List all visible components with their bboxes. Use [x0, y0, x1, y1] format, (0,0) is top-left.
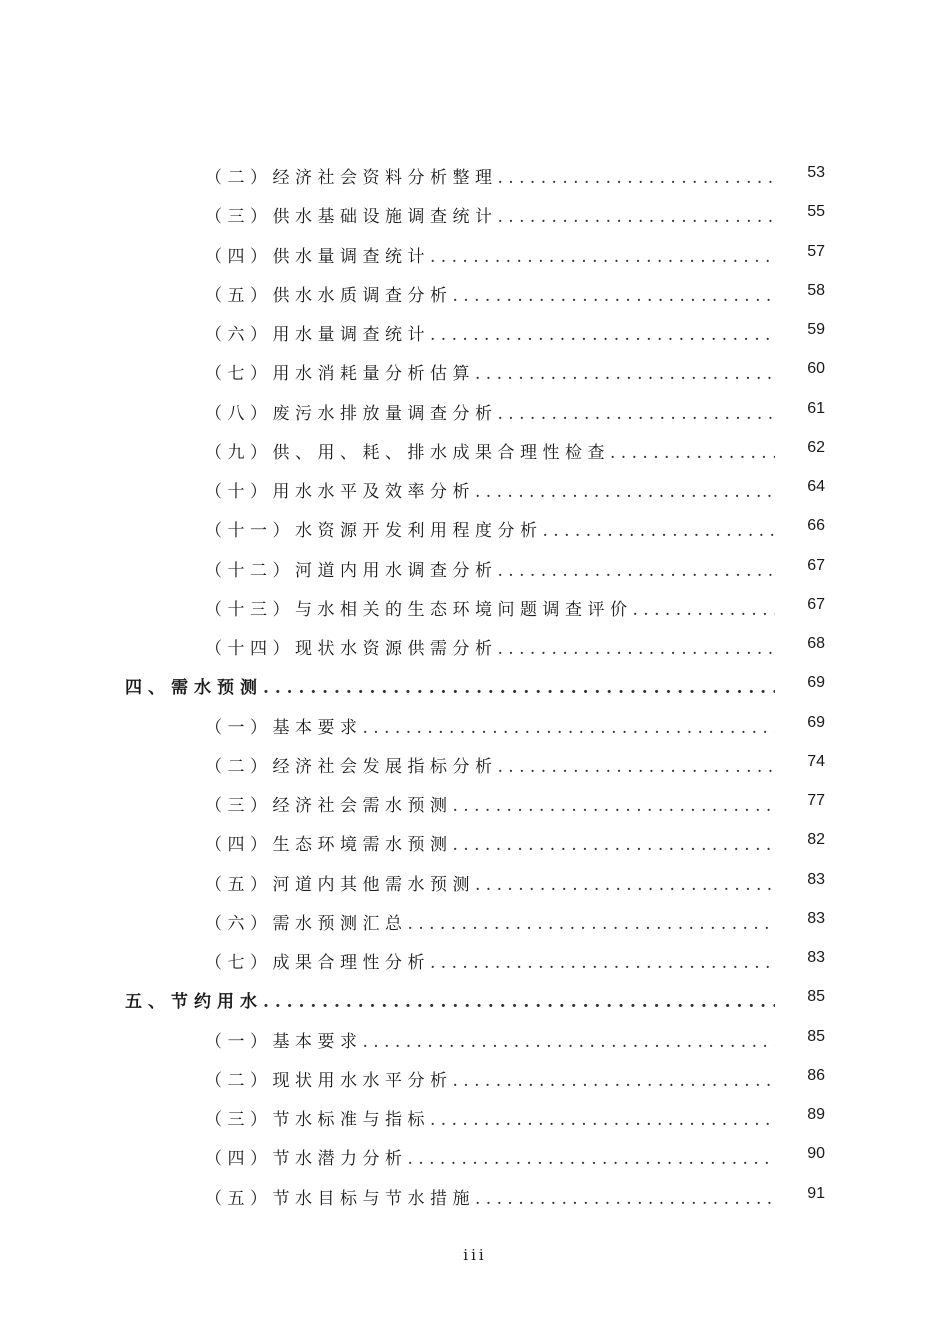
toc-entry[interactable]	[0, 704, 950, 743]
dot-leader	[363, 1032, 776, 1052]
toc-entry-title: （五）节水目标与节水措施	[205, 1188, 475, 1209]
toc-entry-title: （二）现状用水水平分析	[205, 1070, 453, 1091]
toc-page-number: 83	[807, 949, 825, 966]
table-of-contents	[0, 154, 950, 1214]
toc-entry-title: （二）经济社会资料分析整理	[205, 168, 498, 188]
toc-entry[interactable]	[0, 1096, 950, 1135]
toc-entry-title: （十）用水水平及效率分析	[205, 482, 475, 502]
toc-page-number: 55	[807, 203, 825, 221]
toc-page-number: 77	[807, 792, 825, 809]
toc-entry[interactable]	[0, 311, 950, 350]
toc-page-number: 67	[807, 595, 825, 613]
toc-entry[interactable]	[0, 507, 950, 546]
toc-entry[interactable]	[0, 1057, 950, 1096]
toc-entry[interactable]	[0, 900, 950, 939]
dot-leader	[408, 1149, 776, 1169]
toc-entry[interactable]	[0, 821, 950, 860]
dot-leader	[475, 875, 775, 895]
toc-chapter-entry[interactable]	[0, 978, 950, 1017]
dot-leader	[498, 404, 776, 424]
toc-entry[interactable]	[0, 429, 950, 468]
dot-leader	[543, 521, 776, 541]
page-footer-number: iii	[463, 1246, 487, 1264]
toc-entry-title: （一）基本要求	[205, 717, 363, 738]
toc-entry-title: （十三）与水相关的生态环境问题调查评价	[205, 599, 633, 620]
toc-page-number: 69	[807, 674, 825, 692]
dot-leader	[263, 992, 775, 1012]
toc-page-number: 85	[807, 1027, 825, 1045]
toc-entry[interactable]	[0, 468, 950, 507]
toc-page-number: 86	[807, 1066, 825, 1084]
dot-leader	[498, 207, 776, 227]
dot-leader	[263, 678, 775, 698]
toc-entry[interactable]	[0, 782, 950, 821]
toc-page-number: 83	[807, 870, 825, 888]
toc-entry[interactable]	[0, 1135, 950, 1174]
toc-entry-title: （九）供、用、耗、排水成果合理性检查	[205, 442, 610, 463]
toc-page-number: 90	[807, 1145, 825, 1163]
toc-entry-title: （三）供水基础设施调查统计	[205, 207, 498, 228]
dot-leader	[453, 1071, 776, 1091]
toc-page-number: 62	[807, 438, 825, 456]
toc-entry-title: （四）生态环境需水预测	[205, 835, 453, 856]
dot-leader	[430, 247, 775, 267]
toc-page-number: 58	[807, 281, 825, 299]
dot-leader	[453, 796, 776, 816]
dot-leader	[430, 953, 775, 973]
toc-page-number: 68	[807, 635, 825, 652]
toc-entry[interactable]	[0, 586, 950, 625]
dot-leader	[408, 914, 776, 934]
toc-page-number: 91	[807, 1184, 825, 1202]
dot-leader	[498, 168, 776, 188]
toc-page-number: 53	[807, 164, 825, 181]
toc-entry[interactable]	[0, 154, 950, 193]
toc-entry-title: （四）供水量调查统计	[205, 246, 430, 267]
dot-leader	[453, 286, 776, 306]
toc-entry-title: （五）河道内其他需水预测	[205, 874, 475, 895]
toc-entry[interactable]	[0, 625, 950, 664]
toc-chapter-entry[interactable]	[0, 664, 950, 703]
dot-leader	[453, 835, 776, 855]
dot-leader	[430, 1110, 775, 1130]
toc-entry[interactable]	[0, 547, 950, 586]
toc-page-number: 82	[807, 831, 825, 849]
toc-entry[interactable]	[0, 350, 950, 389]
toc-entry[interactable]	[0, 743, 950, 782]
toc-entry-title: （四）节水潜力分析	[205, 1149, 408, 1170]
toc-entry[interactable]	[0, 1018, 950, 1057]
toc-page-number: 60	[807, 360, 825, 378]
dot-leader	[363, 718, 776, 738]
toc-entry[interactable]	[0, 272, 950, 311]
toc-entry-title: （十四）现状水资源供需分析	[205, 639, 498, 659]
dot-leader	[475, 1189, 775, 1209]
dot-leader	[498, 639, 776, 659]
toc-entry-title: （五）供水水质调查分析	[205, 285, 453, 306]
toc-entry-title: （十一）水资源开发利用程度分析	[205, 521, 543, 542]
toc-page-number: 59	[807, 321, 825, 338]
toc-page-number: 69	[807, 713, 825, 731]
toc-entry-title: （八）废污水排放量调查分析	[205, 403, 498, 424]
toc-entry[interactable]	[0, 1175, 950, 1214]
toc-chapter-title: 五、节约用水	[125, 992, 263, 1013]
toc-page-number: 85	[807, 988, 825, 1006]
toc-entry-title: （一）基本要求	[205, 1031, 363, 1052]
toc-entry[interactable]	[0, 233, 950, 272]
dot-leader	[475, 364, 775, 384]
toc-chapter-title: 四、需水预测	[125, 678, 263, 699]
dot-leader	[475, 482, 775, 502]
dot-leader	[498, 561, 776, 581]
toc-page-number: 57	[807, 242, 825, 260]
toc-entry-title: （六）用水量调查统计	[205, 325, 430, 345]
toc-page-number: 61	[807, 399, 825, 417]
toc-entry[interactable]	[0, 939, 950, 978]
toc-page-number: 89	[807, 1106, 825, 1123]
toc-entry-title: （七）成果合理性分析	[205, 953, 430, 973]
toc-entry[interactable]	[0, 390, 950, 429]
dot-leader	[610, 443, 775, 463]
dot-leader	[430, 325, 775, 345]
toc-entry-title: （二）经济社会发展指标分析	[205, 756, 498, 777]
toc-entry-title: （三）节水标准与指标	[205, 1110, 430, 1130]
toc-page-number: 66	[807, 517, 825, 535]
toc-page-number: 74	[807, 752, 825, 770]
toc-entry-title: （三）经济社会需水预测	[205, 796, 453, 816]
toc-entry[interactable]	[0, 861, 950, 900]
toc-page-number: 83	[807, 909, 825, 927]
toc-page-number: 64	[807, 478, 825, 495]
toc-entry-title: （七）用水消耗量分析估算	[205, 364, 475, 385]
toc-page-number: 67	[807, 556, 825, 574]
dot-leader	[498, 757, 776, 777]
toc-entry[interactable]	[0, 193, 950, 232]
toc-entry-title: （六）需水预测汇总	[205, 913, 408, 934]
toc-entry-title: （十二）河道内用水调查分析	[205, 560, 498, 581]
dot-leader	[633, 600, 776, 620]
